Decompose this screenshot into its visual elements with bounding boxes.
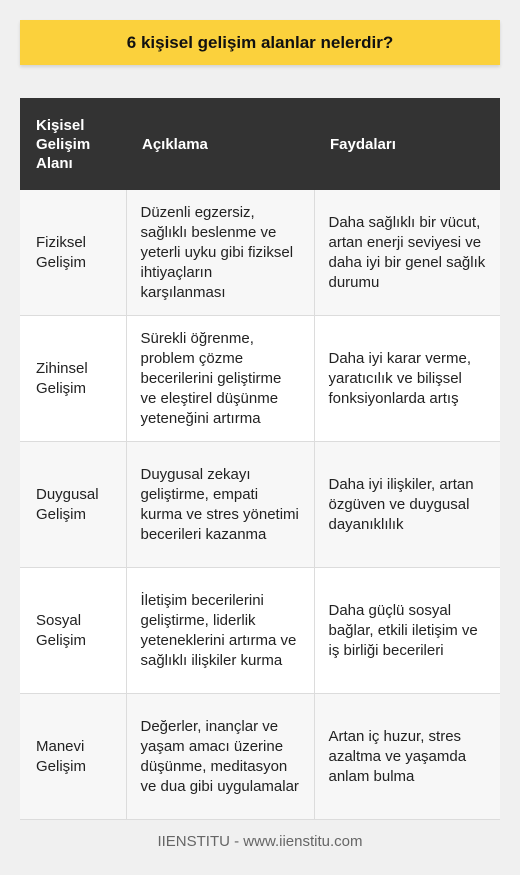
table-row [20,190,500,316]
benefits-cell: Daha sağlıklı bir vücut, artan enerji seviyesi ve daha iyi bir genel sağlık durumu [314,190,500,316]
table-row [20,316,500,442]
benefits-cell: Daha güçlü sosyal bağlar, etkili iletişim ve iş birliği becerileri [314,568,500,694]
description-cell: İletişim becerilerini geliştirme, liderlik yeteneklerini artırma ve sağlıklı ilişkiler kurma [126,568,314,694]
table-row [20,442,500,568]
benefits-cell: Daha iyi ilişkiler, artan özgüven ve duygusal dayanıklılık [314,442,500,568]
description-cell: Duygusal zekayı geliştirme, empati kurma ve stres yönetimi becerileri kazanma [126,442,314,568]
footer-credit: IIENSTITU - www.iienstitu.com [157,833,363,850]
description-cell: Değerler, inançlar ve yaşam amacı üzerine düşünme, meditasyon ve dua gibi uygulamalar [126,694,314,820]
benefits-cell: Artan iç huzur, stres azaltma ve yaşamda anlam bulma [314,694,500,820]
benefits-cell: Daha iyi karar verme, yaratıcılık ve bilişsel fonksiyonlarda artış [314,316,500,442]
title-banner [20,20,500,65]
header-benefits: Faydaları [314,98,500,190]
header-area: Kişisel Gelişim Alanı [20,98,126,190]
table-header-row [20,98,500,190]
description-cell: Düzenli egzersiz, sağlıklı beslenme ve yeterli uyku gibi fiziksel ihtiyaçların karşılanması [126,190,314,316]
area-cell: Sosyal Gelişim [20,568,126,694]
description-cell: Sürekli öğrenme, problem çözme becerilerini geliştirme ve eleştirel düşünme yeteneğini artırma [126,316,314,442]
header-description: Açıklama [126,98,314,190]
area-cell: Fiziksel Gelişim [20,190,126,316]
table-row [20,568,500,694]
development-areas-table [20,98,500,820]
area-cell: Zihinsel Gelişim [20,316,126,442]
area-cell: Duygusal Gelişim [20,442,126,568]
area-cell: Manevi Gelişim [20,694,126,820]
table-row [20,694,500,820]
page-title: 6 kişisel gelişim alanlar nelerdir? [126,32,394,52]
